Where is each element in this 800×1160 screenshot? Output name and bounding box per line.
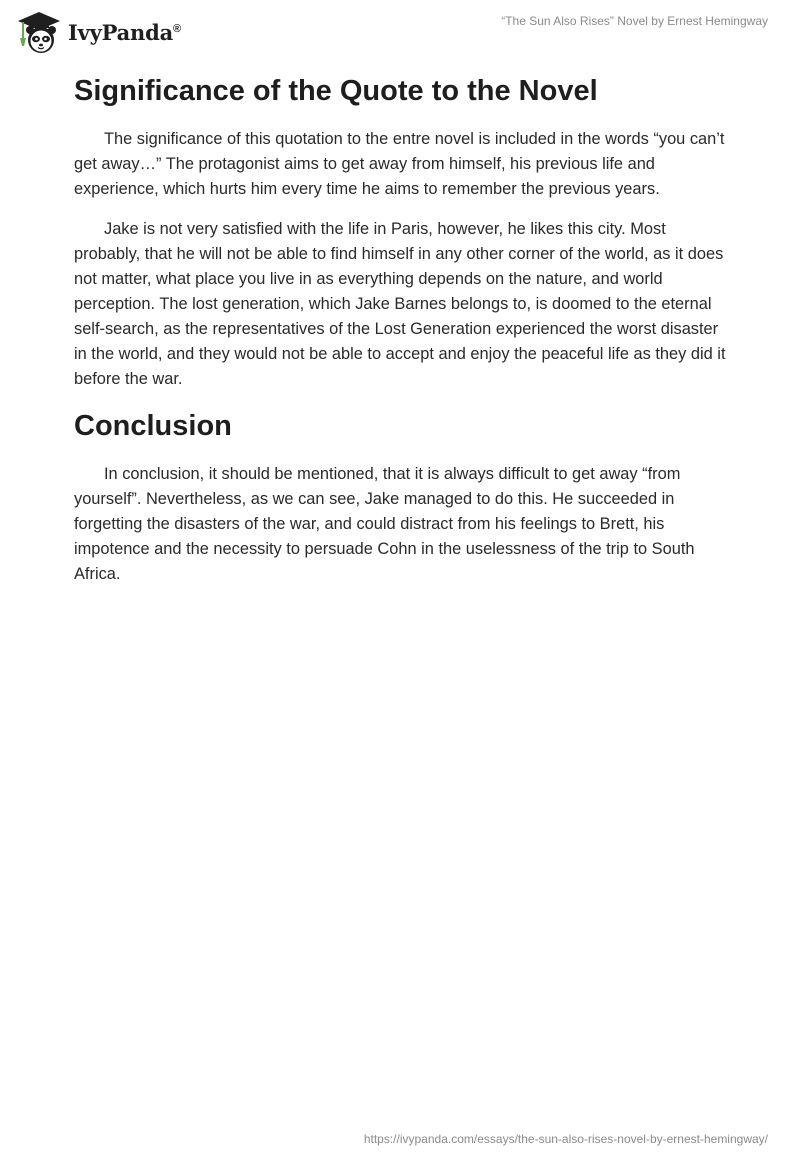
- paragraph: In conclusion, it should be mentioned, that it is always difficult to get away “from yourself”. Nevertheless, as we can see, Jake managed to do this. He succeeded in forgetting the disasters of the war, and could distract from his feelings to Brett, his impotence and the necessity to persuade Cohn in the uselessness of the trip to South Africa.: [74, 465, 695, 583]
- panda-graduate-icon: [15, 8, 63, 56]
- registered-mark: ®: [173, 22, 181, 35]
- page-header: [0, 0, 800, 60]
- essay-body: [74, 72, 734, 602]
- brand-logo[interactable]: [15, 8, 181, 56]
- paragraph: The significance of this quotation to the entre novel is included in the words “you can’t get away…” The protagonist aims to get away from himself, his previous life and experience, which hurts him every time he aims to remember the previous years.: [74, 130, 725, 198]
- source-url-link[interactable]: https://ivypanda.com/essays/the-sun-also-rises-novel-by-ernest-hemingway/: [363, 1132, 768, 1146]
- brand-name-text: IvyPanda: [68, 19, 174, 45]
- section-heading-significance: Significance of the Quote to the Novel: [74, 75, 598, 107]
- paragraph: Jake is not very satisfied with the life in Paris, however, he likes this city. Most probably, that he will not be able to find himself in any other corner of the world, as it does not matter, what place you live in as everything depends on the nature, and world perception. The lost generation, which Jake Barnes belongs to, is doomed to the eternal self-search, as the representatives of the Lost Generation experienced the worst disaster in the world, and they would not be able to accept and enjoy the peaceful life as they did it before the war.: [74, 220, 726, 388]
- document-title: “The Sun Also Rises” Novel by Ernest Hemingway: [501, 14, 768, 28]
- section-heading-conclusion: Conclusion: [74, 410, 232, 442]
- brand-name: [68, 20, 181, 45]
